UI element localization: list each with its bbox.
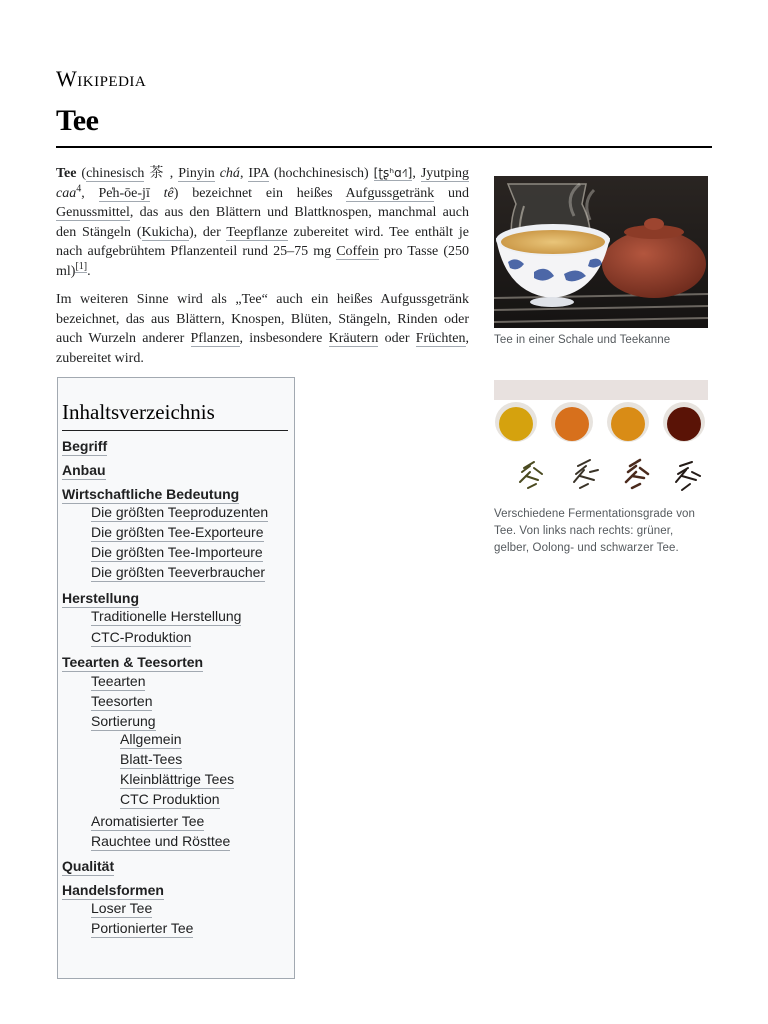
text-run: ), der: [188, 224, 227, 240]
text-run: Im weiteren Sinne wird als „Tee“ auch ein heißes Aufgussgetränk bezeichnet, das aus Blättern, Knospen, Blüten, Stängeln, Rinden oder auch Wurzeln anderer: [56, 292, 469, 346]
intro-paragraph-2: [56, 290, 469, 368]
link-ipa[interactable]: IPA: [248, 166, 269, 181]
toc-item[interactable]: Handelsformen: [62, 882, 164, 898]
toc-item[interactable]: Teesorten: [91, 693, 153, 709]
toc-item[interactable]: Wirtschaftliche Bedeutung: [62, 486, 240, 502]
reference-link-1[interactable]: [1]: [75, 260, 88, 272]
link-genussmittel[interactable]: Genussmittel: [56, 205, 130, 220]
figure-tea-bowl: [494, 176, 708, 349]
text-run: und: [434, 185, 469, 201]
link-ipa-value[interactable]: [ʈʂʰɑ˧˥]: [373, 166, 413, 180]
figure-caption: Tee in einer Schale und Teekanne: [494, 334, 671, 346]
pinyin-value: chá: [219, 166, 240, 181]
intro-paragraph-1: [56, 164, 469, 281]
link-pinyin[interactable]: Pinyin: [178, 166, 215, 181]
toc-item[interactable]: Qualität: [62, 858, 115, 874]
text-run: .: [87, 263, 91, 279]
link-teepflanze[interactable]: Teepflanze: [226, 224, 288, 240]
text-run: 茶 ,: [144, 166, 179, 181]
figure-caption: Verschiedene Fermentationsgrade von Tee. Von links nach rechts: grüner, gelber, Oolong- und schwarzer Tee.: [494, 508, 696, 554]
text-run: ,: [239, 166, 249, 181]
toc-item[interactable]: Die größten Teeverbraucher: [91, 564, 266, 580]
toc-title: Inhaltsverzeichnis: [62, 400, 215, 424]
toc-item[interactable]: Sortierung: [91, 713, 156, 729]
toc-item[interactable]: Die größten Tee-Exporteure: [91, 524, 264, 540]
toc-item[interactable]: Aromatisierter Tee: [91, 813, 205, 829]
toc-item[interactable]: Portionierter Tee: [91, 920, 194, 936]
text-run: (: [76, 166, 87, 181]
toc-item[interactable]: CTC Produktion: [120, 791, 220, 807]
link-pflanzen[interactable]: Pflanzen: [190, 331, 240, 346]
text-run: ,: [412, 166, 421, 181]
table-of-contents: [57, 377, 295, 979]
text-run: [150, 186, 164, 201]
link-kukicha[interactable]: Kukicha: [141, 224, 189, 240]
text-run: , zubereitet wird.: [56, 331, 469, 366]
figure-fermentation: [494, 380, 708, 557]
text-run: , insbesondere: [239, 331, 329, 346]
lemma-bold: Tee: [56, 166, 77, 181]
toc-item[interactable]: Herstellung: [62, 590, 140, 606]
toc-item[interactable]: Die größten Tee-Importeure: [91, 544, 263, 560]
toc-item[interactable]: Rauchtee und Rösttee: [91, 833, 231, 849]
text-run: zubereitet wird. Tee enthält je nach aufgebrühtem Pflanzenteil rund 25–75 mg: [56, 224, 469, 259]
text-run: ,: [81, 185, 99, 201]
toc-item[interactable]: Allgemein: [120, 731, 182, 747]
text-run: pro Tasse (250 ml): [56, 244, 469, 279]
link-aufgussgetraenk[interactable]: Aufgussgetränk: [345, 185, 435, 201]
toc-item[interactable]: CTC-Produktion: [91, 629, 192, 645]
tea-bowl-teapot-image[interactable]: [494, 176, 708, 328]
toc-item[interactable]: Traditionelle Herstellung: [91, 608, 242, 624]
toc-item[interactable]: Begriff: [62, 438, 108, 454]
wikipedia-wordmark[interactable]: Wikipedia: [56, 66, 147, 91]
title-divider: [56, 146, 712, 148]
tea-fermentation-image[interactable]: [494, 380, 708, 502]
toc-item[interactable]: Blatt-Tees: [120, 751, 183, 767]
toc-item[interactable]: Teearten: [91, 673, 146, 689]
toc-divider: [62, 430, 288, 431]
link-coffein[interactable]: Coffein: [336, 244, 379, 259]
toc-item[interactable]: Loser Tee: [91, 900, 153, 916]
link-chinesisch[interactable]: chinesisch: [86, 166, 145, 181]
link-kraeutern[interactable]: Kräutern: [328, 331, 379, 346]
text-run: (hochchinesisch): [268, 166, 374, 181]
text-run: oder: [378, 331, 416, 346]
tone-superscript: 4: [76, 182, 82, 194]
pehoeji-value: tê: [163, 185, 174, 201]
link-fruechten[interactable]: Früchten: [415, 331, 466, 346]
jyutping-value: caa: [56, 185, 77, 201]
toc-item[interactable]: Kleinblättrige Tees: [120, 771, 235, 787]
link-jyutping[interactable]: Jyutping: [420, 166, 470, 181]
toc-item[interactable]: Teearten & Teesorten: [62, 654, 204, 670]
toc-item[interactable]: Anbau: [62, 462, 106, 478]
toc-item[interactable]: Die größten Teeproduzenten: [91, 504, 269, 520]
link-pehoeji[interactable]: Pe̍h-ōe-jī: [98, 185, 150, 201]
text-run: ) bezeichnet ein heißes: [173, 185, 346, 201]
page-title: Tee: [56, 104, 99, 137]
text-run: , das aus den Blättern und Blattknospen, manchmal auch den Stängeln (: [56, 205, 469, 240]
